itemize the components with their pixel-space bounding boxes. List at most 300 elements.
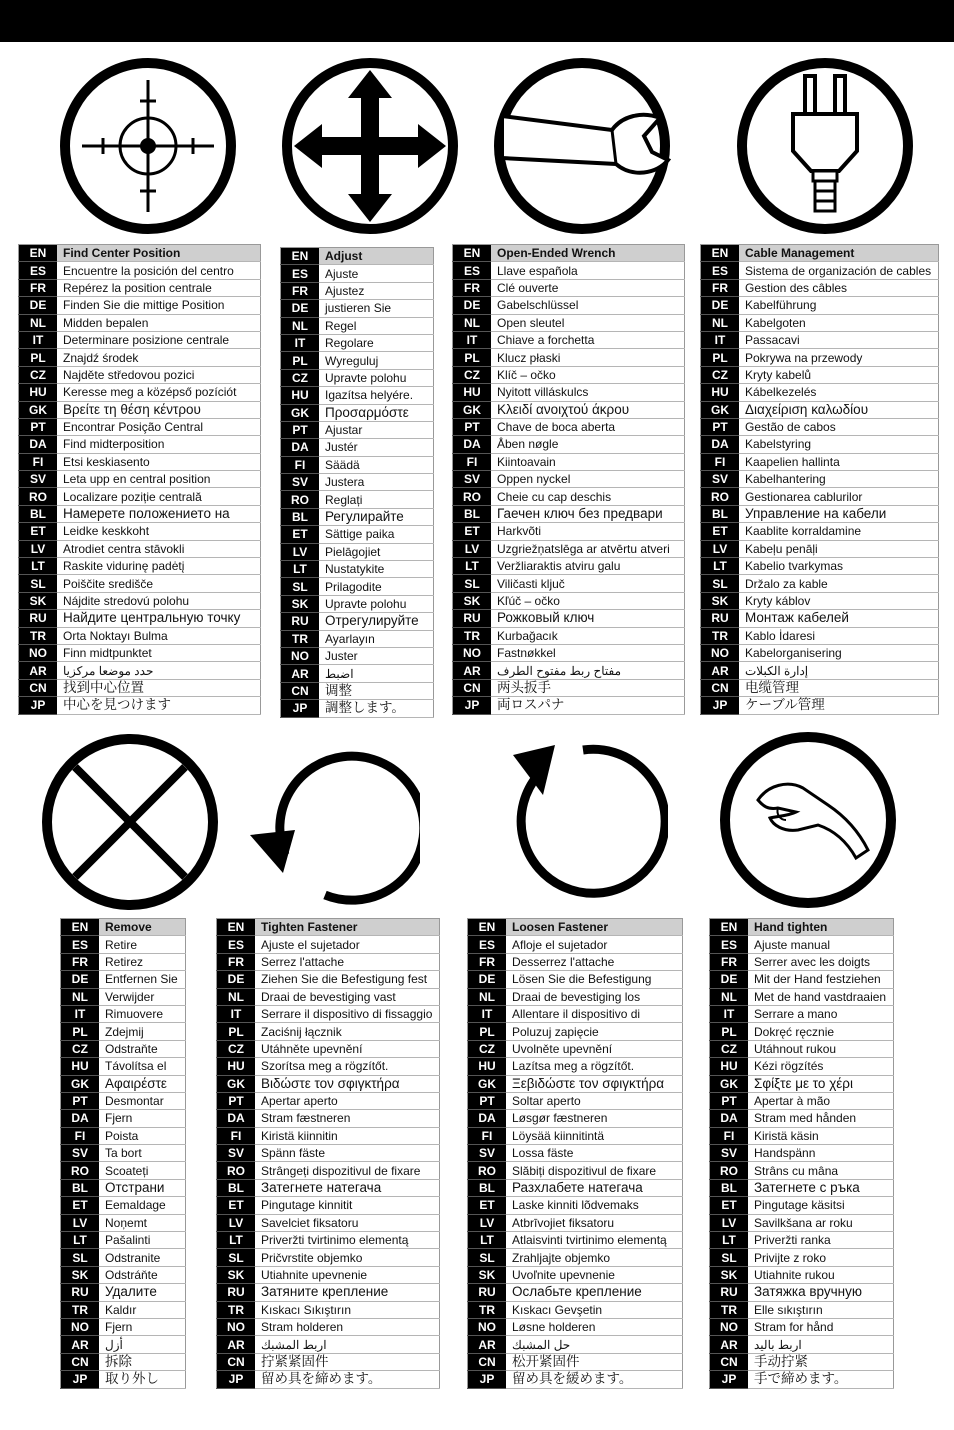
table-row	[468, 1092, 683, 1109]
table-row	[453, 436, 685, 453]
table-row	[701, 662, 939, 679]
translation-text: Найдите центральную точку	[57, 610, 261, 627]
translation-text: Lösen Sie die Befestigung	[506, 971, 683, 988]
language-code: RO	[468, 1162, 507, 1179]
table-row	[701, 366, 939, 383]
language-code: CZ	[468, 1040, 507, 1057]
language-code: ET	[61, 1197, 100, 1214]
translation-text: Pokrywa na przewody	[739, 349, 939, 366]
translation-text: Spänn fäste	[255, 1145, 440, 1162]
translation-text: Odstráňte	[99, 1266, 186, 1283]
language-code: RU	[19, 610, 58, 627]
language-code: ES	[701, 262, 740, 279]
table-row	[19, 558, 261, 575]
language-code: JP	[701, 697, 740, 714]
translation-text: Passacavi	[739, 331, 939, 348]
translation-text: Stram holderen	[255, 1318, 440, 1335]
translation-text: Kaldır	[99, 1301, 186, 1318]
translation-text: Clé ouverte	[491, 279, 685, 296]
language-code: JP	[710, 1371, 749, 1388]
table-row	[453, 610, 685, 627]
language-code: FI	[61, 1127, 100, 1144]
translation-text: Κλειδί ανοιχτού άκρου	[491, 401, 685, 418]
language-code: IT	[453, 331, 492, 348]
language-code: RU	[281, 613, 320, 630]
translation-text: Laske kinniti lõdvemaks	[506, 1197, 683, 1214]
counterclockwise-arrow-icon	[493, 735, 668, 910]
four-way-arrows-icon	[280, 56, 460, 236]
translation-text: Elle sıkıştırın	[748, 1301, 894, 1318]
language-code: GK	[281, 404, 320, 421]
language-code: ES	[19, 262, 58, 279]
language-code: RU	[453, 610, 492, 627]
table-row	[701, 418, 939, 435]
translation-text: Igazítsa helyére.	[319, 387, 434, 404]
table-row	[468, 1301, 683, 1318]
language-code: RO	[61, 1162, 100, 1179]
table-row	[468, 936, 683, 953]
language-code: RO	[19, 488, 58, 505]
translation-text: Гаечен ключ без предвари	[491, 505, 685, 522]
translation-text: Atrodiet centra stāvokli	[57, 540, 261, 557]
table-row	[281, 630, 434, 647]
language-code: SV	[281, 474, 320, 491]
language-code: ES	[61, 936, 100, 953]
table-row	[19, 418, 261, 435]
table-row	[468, 1179, 683, 1196]
translation-text: 调整	[319, 682, 434, 699]
table-row	[19, 644, 261, 661]
translation-table-hand-tighten	[709, 918, 894, 1389]
language-code: PL	[453, 349, 492, 366]
translation-table-loosen	[467, 918, 683, 1389]
table-row	[61, 953, 186, 970]
language-code: LV	[19, 540, 58, 557]
language-code: SK	[281, 595, 320, 612]
table-row	[710, 1214, 894, 1231]
translation-text: Midden bepalen	[57, 314, 261, 331]
language-code: PT	[468, 1092, 507, 1109]
language-code: HU	[710, 1058, 749, 1075]
language-code: IT	[61, 1005, 100, 1022]
translation-text: Pričvrstite objemko	[255, 1249, 440, 1266]
language-code: DA	[468, 1110, 507, 1127]
table-row	[281, 543, 434, 560]
language-code: AR	[453, 662, 492, 679]
table-row	[710, 1232, 894, 1249]
language-code: SV	[453, 471, 492, 488]
language-code: CN	[453, 679, 492, 696]
translation-text: Управление на кабели	[739, 505, 939, 522]
language-code: SK	[453, 592, 492, 609]
language-code: BL	[61, 1179, 100, 1196]
language-code: EN	[19, 245, 58, 262]
table-row	[453, 314, 685, 331]
table-row	[281, 613, 434, 630]
language-code: SL	[19, 575, 58, 592]
language-code: FR	[281, 282, 320, 299]
language-code: LT	[19, 558, 58, 575]
language-code: PT	[710, 1092, 749, 1109]
table-row	[281, 369, 434, 386]
language-code: IT	[281, 334, 320, 351]
translation-text: 留め具を締めます。	[255, 1371, 440, 1388]
translation-table-wrench	[452, 244, 685, 715]
language-code: ES	[468, 936, 507, 953]
language-code: SV	[468, 1145, 507, 1162]
language-code: SL	[453, 575, 492, 592]
table-row	[19, 245, 261, 262]
translation-text: Loosen Fastener	[506, 919, 683, 936]
table-row	[19, 297, 261, 314]
table-row	[468, 988, 683, 1005]
translation-text: Regel	[319, 317, 434, 334]
language-code: FR	[453, 279, 492, 296]
translation-text: Отстрани	[99, 1179, 186, 1196]
translation-text: Viličasti ključ	[491, 575, 685, 592]
language-code: ET	[19, 523, 58, 540]
language-code: RU	[468, 1284, 507, 1301]
table-row	[701, 384, 939, 401]
translation-text: Ajustez	[319, 282, 434, 299]
language-code: PL	[281, 352, 320, 369]
table-row	[217, 1127, 440, 1144]
table-row	[468, 1162, 683, 1179]
translation-text: Poluzuj zapięcie	[506, 1023, 683, 1040]
table-row	[701, 592, 939, 609]
table-row	[453, 697, 685, 714]
table-row	[217, 1005, 440, 1022]
table-row	[217, 1249, 440, 1266]
language-code: PT	[61, 1092, 100, 1109]
translation-text: Uvoľnite upevnenie	[506, 1266, 683, 1283]
language-code: LT	[468, 1232, 507, 1249]
table-row	[710, 1284, 894, 1301]
table-row	[19, 262, 261, 279]
translation-text: Veržliaraktis atviru galu	[491, 558, 685, 575]
language-code: NO	[701, 644, 740, 661]
language-code: DE	[281, 300, 320, 317]
language-code: DE	[468, 971, 507, 988]
translation-text: Juster	[319, 647, 434, 664]
language-code: NL	[217, 988, 256, 1005]
table-row	[453, 331, 685, 348]
language-code: NO	[217, 1318, 256, 1335]
translation-text: Разхлабете натегача	[506, 1179, 683, 1196]
table-row	[19, 592, 261, 609]
table-row	[217, 1336, 440, 1353]
translation-text: حدد موضعا مركزيا	[57, 662, 261, 679]
language-code: CZ	[19, 366, 58, 383]
table-row	[281, 700, 434, 717]
table-row	[701, 488, 939, 505]
translation-text: Затегнете натегача	[255, 1179, 440, 1196]
language-code: IT	[701, 331, 740, 348]
translation-text: Odstraňte	[99, 1040, 186, 1057]
language-code: EN	[701, 245, 740, 262]
translation-text: ケーブル管理	[739, 697, 939, 714]
translation-text: Удалите	[99, 1284, 186, 1301]
table-row	[453, 279, 685, 296]
table-row	[19, 349, 261, 366]
language-code: SK	[61, 1266, 100, 1283]
language-code: SL	[217, 1249, 256, 1266]
translation-text: 調整します。	[319, 700, 434, 717]
language-code: FR	[701, 279, 740, 296]
language-code: EN	[710, 919, 749, 936]
table-row	[710, 1127, 894, 1144]
table-row	[468, 1214, 683, 1231]
table-row	[217, 988, 440, 1005]
table-row	[453, 644, 685, 661]
language-code: BL	[453, 505, 492, 522]
table-row	[217, 1353, 440, 1370]
language-code: FI	[217, 1127, 256, 1144]
table-row	[61, 1266, 186, 1283]
translation-text: Zrahljajte objemko	[506, 1249, 683, 1266]
language-code: JP	[453, 697, 492, 714]
translation-text: Utiahnite rukou	[748, 1266, 894, 1283]
language-code: CN	[217, 1353, 256, 1370]
translation-text: Dokręć ręcznie	[748, 1023, 894, 1040]
table-row	[281, 265, 434, 282]
table-row	[217, 1023, 440, 1040]
translation-text: Open sleutel	[491, 314, 685, 331]
table-row	[217, 1162, 440, 1179]
language-code: DA	[217, 1110, 256, 1127]
translation-text: 取り外し	[99, 1371, 186, 1388]
table-row	[710, 1336, 894, 1353]
table-row	[19, 610, 261, 627]
table-row	[710, 1075, 894, 1092]
language-code: SV	[61, 1145, 100, 1162]
translation-text: Regolare	[319, 334, 434, 351]
language-code: RO	[710, 1162, 749, 1179]
translation-text: Etsi keskiasento	[57, 453, 261, 470]
language-code: FI	[701, 453, 740, 470]
language-code: LV	[468, 1214, 507, 1231]
translation-text: Kabelführung	[739, 297, 939, 314]
translation-text: Kabelio tvarkymas	[739, 558, 939, 575]
table-row	[217, 1214, 440, 1231]
language-code: HU	[217, 1058, 256, 1075]
table-row	[61, 1179, 186, 1196]
table-row	[701, 627, 939, 644]
translation-text: Kryty káblov	[739, 592, 939, 609]
translation-text: Cable Management	[739, 245, 939, 262]
language-code: IT	[710, 1005, 749, 1022]
language-code: ET	[281, 526, 320, 543]
table-row	[217, 1301, 440, 1318]
language-code: EN	[453, 245, 492, 262]
language-code: AR	[217, 1336, 256, 1353]
language-code: CN	[19, 679, 58, 696]
table-row	[19, 679, 261, 696]
language-code: LT	[281, 561, 320, 578]
table-row	[61, 1145, 186, 1162]
language-code: LV	[217, 1214, 256, 1231]
table-row	[453, 540, 685, 557]
language-code: RU	[217, 1284, 256, 1301]
translation-table-find-center	[18, 244, 261, 715]
language-code: CZ	[453, 366, 492, 383]
language-code: PL	[468, 1023, 507, 1040]
language-code: HU	[19, 384, 58, 401]
language-code: AR	[710, 1336, 749, 1353]
language-code: DA	[281, 439, 320, 456]
translation-text: 留め具を緩めます。	[506, 1371, 683, 1388]
language-code: FR	[710, 953, 749, 970]
table-row	[453, 366, 685, 383]
translation-text: Entfernen Sie	[99, 971, 186, 988]
language-code: JP	[217, 1371, 256, 1388]
language-code: ET	[453, 523, 492, 540]
table-row	[61, 1284, 186, 1301]
language-code: CN	[61, 1353, 100, 1370]
table-row	[468, 1058, 683, 1075]
language-code: SV	[710, 1145, 749, 1162]
table-row	[281, 474, 434, 491]
table-row	[281, 682, 434, 699]
language-code: CZ	[710, 1040, 749, 1057]
table-row	[19, 505, 261, 522]
table-row	[281, 578, 434, 595]
language-code: CN	[701, 679, 740, 696]
translation-text: Cheie cu cap deschis	[491, 488, 685, 505]
language-code: GK	[710, 1075, 749, 1092]
translation-text: Llave española	[491, 262, 685, 279]
table-row	[701, 245, 939, 262]
table-row	[217, 1266, 440, 1283]
hand-pinch-icon	[718, 730, 898, 910]
language-code: CN	[281, 682, 320, 699]
translation-text: Soltar aperto	[506, 1092, 683, 1109]
translation-text: Tighten Fastener	[255, 919, 440, 936]
table-row	[453, 488, 685, 505]
language-code: AR	[281, 665, 320, 682]
translation-text: Намерете положението на	[57, 505, 261, 522]
table-row	[468, 1023, 683, 1040]
translation-text: Gestionarea cablurilor	[739, 488, 939, 505]
translation-text: Sistema de organización de cables	[739, 262, 939, 279]
table-row	[61, 1353, 186, 1370]
table-row	[217, 1318, 440, 1335]
language-code: TR	[61, 1301, 100, 1318]
language-code: SK	[19, 592, 58, 609]
table-row	[61, 988, 186, 1005]
table-row	[468, 1284, 683, 1301]
translation-text: Zaciśnij łącznik	[255, 1023, 440, 1040]
table-row	[19, 366, 261, 383]
translation-text: Ajuste manual	[748, 936, 894, 953]
language-code: PT	[19, 418, 58, 435]
table-row	[61, 1197, 186, 1214]
language-code: EN	[61, 919, 100, 936]
table-row	[453, 558, 685, 575]
language-code: RU	[710, 1284, 749, 1301]
language-code: PT	[453, 418, 492, 435]
translation-text: Priveržti tvirtinimo elementą	[255, 1232, 440, 1249]
translation-text: Ajuste el sujetador	[255, 936, 440, 953]
table-row	[61, 1058, 186, 1075]
translation-text: Gestão de cabos	[739, 418, 939, 435]
language-code: BL	[19, 505, 58, 522]
language-code: ES	[281, 265, 320, 282]
translation-text: Pingutage kinnitit	[255, 1197, 440, 1214]
translation-text: Kabelhantering	[739, 471, 939, 488]
language-code: IT	[217, 1005, 256, 1022]
translation-text: Отрегулируйте	[319, 613, 434, 630]
table-row	[281, 404, 434, 421]
language-code: TR	[701, 627, 740, 644]
language-code: IT	[468, 1005, 507, 1022]
translation-text: Kiristä käsin	[748, 1127, 894, 1144]
translation-text: Justér	[319, 439, 434, 456]
x-remove-icon	[40, 732, 220, 912]
translation-text: Savelciet fiksatoru	[255, 1214, 440, 1231]
translation-text: Sättige paika	[319, 526, 434, 543]
translation-text: Σφίξτε με το χέρι	[748, 1075, 894, 1092]
language-code: NL	[701, 314, 740, 331]
table-row	[468, 1353, 683, 1370]
translation-text: Strâns cu mâna	[748, 1162, 894, 1179]
table-row	[217, 1179, 440, 1196]
table-row	[217, 953, 440, 970]
language-code: NO	[468, 1318, 507, 1335]
table-row	[19, 627, 261, 644]
language-code: LT	[453, 558, 492, 575]
language-code: EN	[217, 919, 256, 936]
translation-text: Προσαρμόστε	[319, 404, 434, 421]
translation-text: 拆除	[99, 1353, 186, 1370]
language-code: GK	[19, 401, 58, 418]
translation-text: Encuentre la posición del centro	[57, 262, 261, 279]
translation-text: Βρείτε τη θέση κέντρου	[57, 401, 261, 418]
language-code: DE	[701, 297, 740, 314]
language-code: IT	[19, 331, 58, 348]
translation-text: Kľúč – očko	[491, 592, 685, 609]
language-code: AR	[61, 1336, 100, 1353]
translation-text: Chave de boca aberta	[491, 418, 685, 435]
translation-text: Find midterposition	[57, 436, 261, 453]
table-row	[453, 471, 685, 488]
translation-text: Ajustar	[319, 421, 434, 438]
table-row	[710, 971, 894, 988]
translation-text: Затяните крепление	[255, 1284, 440, 1301]
translation-table-adjust	[280, 247, 434, 718]
table-row	[61, 1005, 186, 1022]
table-row	[19, 384, 261, 401]
language-code: SK	[701, 592, 740, 609]
table-row	[468, 1075, 683, 1092]
translation-text: Kábelkezelés	[739, 384, 939, 401]
table-row	[61, 1040, 186, 1057]
translation-text: 两头扳手	[491, 679, 685, 696]
language-code: LV	[61, 1214, 100, 1231]
table-row	[61, 936, 186, 953]
table-row	[710, 1040, 894, 1057]
table-row	[19, 488, 261, 505]
translation-text: Leta upp en central position	[57, 471, 261, 488]
translation-text: حل المشبك	[506, 1336, 683, 1353]
language-code: SL	[61, 1249, 100, 1266]
language-code: GK	[453, 401, 492, 418]
table-row	[281, 491, 434, 508]
language-code: HU	[281, 387, 320, 404]
translation-text: Desmontar	[99, 1092, 186, 1109]
translation-text: Rimuovere	[99, 1005, 186, 1022]
translation-text: Монтаж кабелей	[739, 610, 939, 627]
